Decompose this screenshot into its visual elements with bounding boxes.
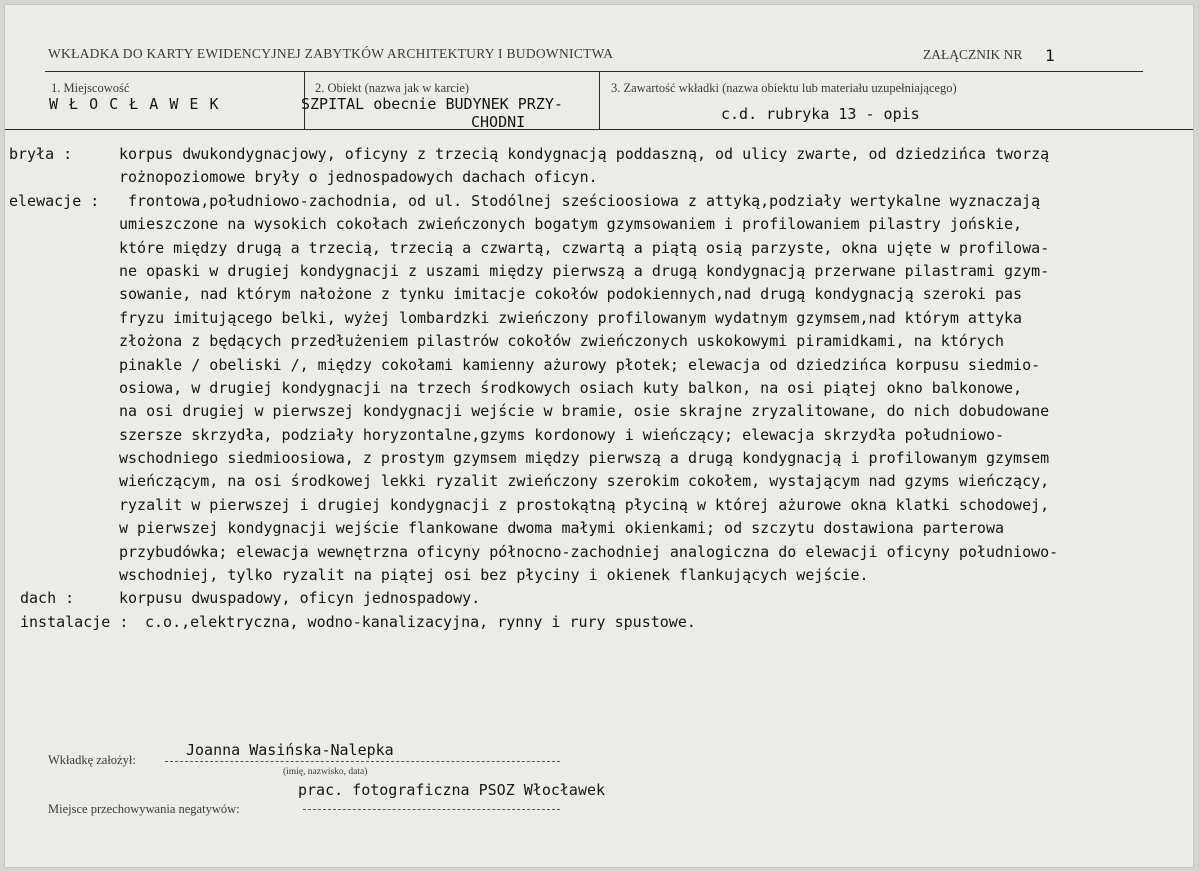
- locality-label: 1. Miejscowość: [51, 81, 130, 95]
- elewacje-line: wschodniej, tylko ryzalit na piątej osi bez płyciny i okienek flankujących wejście.: [119, 566, 869, 585]
- elewacje-line: które między drugą a trzecią, trzecią a czwartą, czwartą a piątą osią parzyste, okna ujęte w profilowa-: [119, 238, 1050, 257]
- content-value: c.d. rubryka 13 - opis: [721, 105, 920, 123]
- description-body: [9, 145, 1194, 636]
- instalacje-row: [9, 613, 1194, 636]
- elewacje-label: elewacje :: [9, 191, 100, 210]
- dach-text: korpusu dwuspadowy, oficyn jednospadowy.: [119, 589, 481, 608]
- header-rule: [45, 71, 1143, 72]
- elewacje-line: sowanie, nad którym nałożone z tynku imitacje cokołów podokiennych,nad drugą kondygnacją szeroki pas: [119, 285, 1023, 304]
- elewacje-line: fryzu imitującego belki, wyżej lombardzki zwieńczony profilowanym wydatnym gzymsem,nad którym attyka: [119, 308, 1023, 327]
- bryla-label: bryła :: [9, 145, 73, 163]
- annex-number: 1: [1045, 46, 1055, 65]
- dach-row: [9, 589, 1194, 612]
- object-value-line1: SZPITAL obecnie BUDYNEK PRZY-: [301, 95, 563, 113]
- elewacje-line: umieszczone na wysokich cokołach zwieńczonych bogatym gzymsowaniem i profilowaniem pilastry jońskie,: [119, 215, 1023, 234]
- elewacje-line: przybudówka; elewacja wewnętrzna oficyny północno-zachodniej analogiczna do elewacji oficyny południowo-: [119, 542, 1059, 561]
- elewacje-line: wieńczącym, na osi środkowej lekki ryzalit zwieńczony szerokim cokołem, wystającym nad gzyms wieńczący,: [119, 472, 1050, 491]
- column-divider-2: [599, 71, 600, 129]
- author-label: Wkładkę założył:: [48, 753, 136, 767]
- object-value-line2: CHODNI: [471, 113, 526, 131]
- author-value: Joanna Wasińska-Nalepka: [186, 741, 394, 759]
- bryla-row: [9, 168, 1194, 191]
- instalacje-label: instalacje :: [20, 612, 129, 631]
- object-label: 2. Obiekt (nazwa jak w karcie): [315, 81, 470, 95]
- record-card: [4, 4, 1194, 868]
- author-line: [165, 761, 560, 762]
- elewacje-line: frontowa,południowo-zachodnia, od ul. Stodólnej sześcioosiowa z attyką,podziały wertykalne wyznaczają: [128, 191, 1041, 210]
- author-hint: (imię, nazwisko, data): [283, 767, 368, 777]
- elewacje-line: w pierwszej kondygnacji wejście flankowane dwoma małymi okienkami; od szczytu dostawiona parterowa: [119, 519, 1005, 538]
- elewacje-row: [9, 192, 1194, 215]
- fields-rule: [5, 129, 1194, 130]
- bryla-line: rożnopoziomowe bryły o jednospadowych dachach oficyn.: [119, 168, 598, 187]
- negatives-line: [303, 809, 560, 810]
- annex-label: ZAŁĄCZNIK NR: [923, 47, 1023, 62]
- locality-value: W Ł O C Ł A W E K: [49, 95, 220, 113]
- elewacje-line: szersze skrzydła, podziały horyzontalne,gzyms kordonowy i wieńczący; elewacja skrzydła południowo-: [119, 425, 1005, 444]
- form-title: WKŁADKA DO KARTY EWIDENCYJNEJ ZABYTKÓW ARCHITEKTURY I BUDOWNICTWA: [48, 46, 614, 61]
- elewacje-line: złożona z będących przedłużeniem pilastrów cokołów zwieńczonych uskokowymi piramidkami, na których: [119, 332, 1005, 351]
- negatives-value: prac. fotograficzna PSOZ Włocławek: [298, 781, 606, 799]
- bryla-line: korpus dwukondygnacjowy, oficyny z trzecią kondygnacją poddaszną, od ulicy zwarte, od dziedzińca tworzą: [119, 145, 1050, 163]
- content-label: 3. Zawartość wkładki (nazwa obiektu lub materiału uzupełniającego): [611, 81, 957, 95]
- instalacje-text: c.o.,elektryczna, wodno-kanalizacyjna, rynny i rury spustowe.: [145, 612, 696, 631]
- elewacje-line: osiowa, w drugiej kondygnacji na trzech środkowych osiach kuty balkon, na osi piątej okno balkonowe,: [119, 378, 1023, 397]
- elewacje-line: wschodniego siedmioosiowa, z prostym gzymsem między pierwszą a drugą kondygnacją i profilowanym gzymsem: [119, 449, 1050, 468]
- elewacje-line: ryzalit w pierwszej i drugiej kondygnacji z prostokątną płyciną w której ażurowe okna klatki schodowej,: [119, 495, 1050, 514]
- elewacje-line: ne opaski w drugiej kondygnacji z uszami między pierwszą a drugą kondygnacją przerwane pilastrami gzym-: [119, 261, 1050, 280]
- dach-label: dach :: [20, 589, 75, 608]
- bryla-row: [9, 145, 1194, 168]
- negatives-label: Miejsce przechowywania negatywów:: [48, 802, 240, 816]
- elewacje-line: na osi drugiej w pierwszej kondygnacji wejście w bramie, osie skrajne zryzalitowane, do nich dobudowane: [119, 402, 1050, 421]
- elewacje-line: pinakle / obeliski /, między cokołami kamienny ażurowy płotek; elewacja od dziedzińca korpusu siedmio-: [119, 355, 1041, 374]
